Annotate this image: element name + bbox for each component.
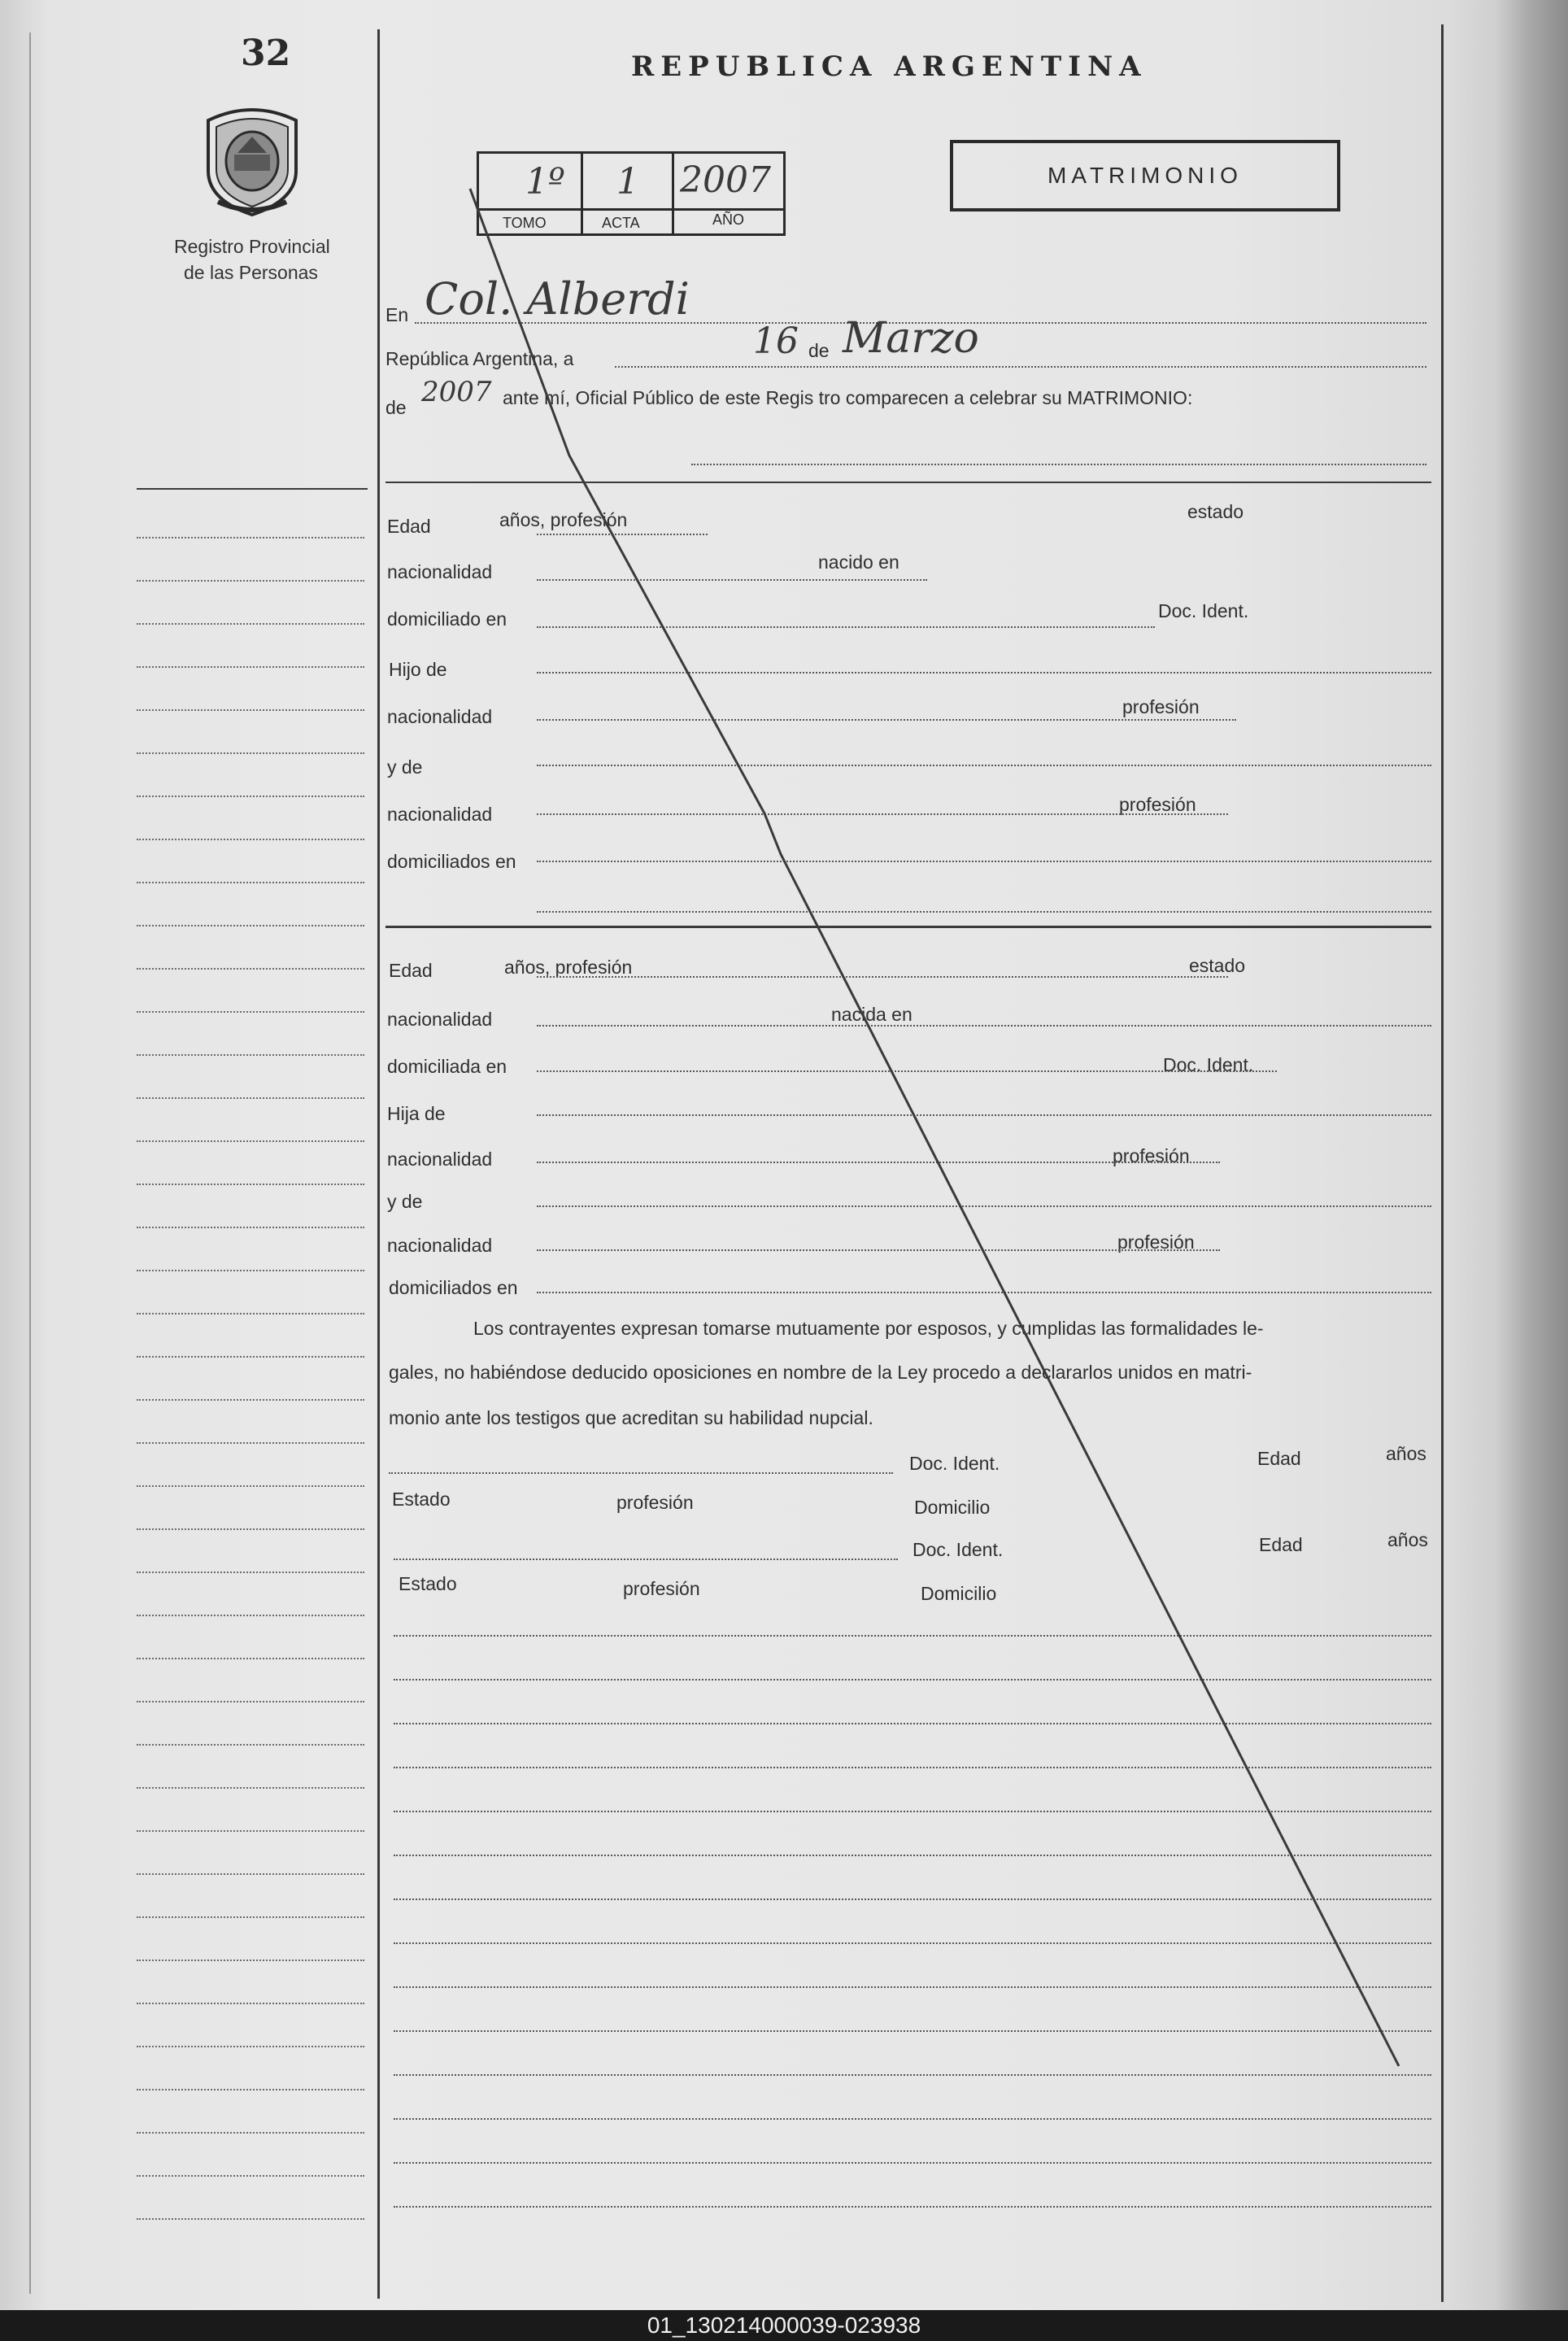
- witness1-estado-label: Estado: [392, 1489, 451, 1510]
- declaration-line1: Los contrayentes expresan tomarse mutuamente por esposos, y cumplidas las formalidades le-: [473, 1318, 1264, 1339]
- declaration-line3: monio ante los testigos que acreditan su habilidad nupcial.: [389, 1407, 873, 1428]
- witness2-anos-label: años: [1387, 1529, 1428, 1550]
- page-number: 32: [241, 33, 291, 74]
- place-value: Col. Alberdi: [425, 273, 690, 325]
- witness1-edad-label: Edad: [1257, 1448, 1301, 1469]
- bride-profesion-label: años, profesión: [504, 957, 633, 978]
- intro-statement: ante mí, Oficial Público de este Regis tro comparecen a celebrar su MATRIMONIO:: [503, 387, 1193, 408]
- witness1-domicilio-label: Domicilio: [914, 1497, 991, 1518]
- acta-value: 1: [616, 161, 639, 203]
- bride-nacionalidad2-label: nacionalidad: [387, 1149, 493, 1170]
- groom-nacionalidad3-label: nacionalidad: [387, 804, 493, 825]
- de2-label: de: [385, 397, 407, 418]
- acta-label: ACTA: [602, 215, 640, 231]
- groom-profesion3-label: profesión: [1119, 794, 1196, 815]
- bride-nacionalidad3-label: nacionalidad: [387, 1235, 493, 1256]
- country-title: REPUBLICA ARGENTINA: [631, 50, 1148, 83]
- bride-estado-label: estado: [1189, 955, 1246, 976]
- groom-nacionalidad2-label: nacionalidad: [387, 706, 493, 727]
- tomo-label: TOMO: [503, 215, 547, 231]
- groom-estado-label: estado: [1187, 501, 1244, 522]
- witness1-doc-label: Doc. Ident.: [909, 1453, 1000, 1474]
- groom-profesion2-label: profesión: [1122, 696, 1200, 717]
- ano-value: 2007: [680, 159, 771, 201]
- en-label: En: [385, 304, 409, 325]
- bride-hija-label: Hija de: [387, 1103, 446, 1124]
- groom-profesion-label: años, profesión: [499, 509, 628, 530]
- bride-edad-label: Edad: [389, 960, 433, 981]
- registry-name-line1: Registro Provincial: [174, 236, 330, 257]
- witness2-estado-label: Estado: [399, 1573, 457, 1594]
- bride-nacionalidad-label: nacionalidad: [387, 1009, 493, 1030]
- groom-doc-label: Doc. Ident.: [1158, 600, 1249, 621]
- bride-profesion3-label: profesión: [1117, 1232, 1195, 1253]
- groom-nacionalidad-label: nacionalidad: [387, 561, 493, 582]
- witness2-doc-label: Doc. Ident.: [912, 1539, 1004, 1560]
- tomo-value: 1º: [525, 161, 565, 203]
- de-label: de: [808, 340, 830, 361]
- registry-name-line2: de las Personas: [184, 262, 318, 283]
- bride-nacida-label: nacida en: [831, 1004, 912, 1025]
- bride-domiciliados-label: domiciliados en: [389, 1277, 518, 1298]
- witness2-profesion-label: profesión: [623, 1578, 700, 1599]
- act-type-box: MATRIMONIO: [950, 140, 1340, 211]
- groom-edad-label: Edad: [387, 516, 431, 537]
- groom-hijo-label: Hijo de: [389, 659, 447, 680]
- groom-yde-label: y de: [387, 756, 423, 778]
- witness1-anos-label: años: [1386, 1443, 1426, 1464]
- bride-profesion2-label: profesión: [1113, 1145, 1190, 1166]
- witness2-domicilio-label: Domicilio: [921, 1583, 997, 1604]
- year-value: 2007: [421, 376, 492, 408]
- bride-yde-label: y de: [387, 1191, 423, 1212]
- groom-nacido-label: nacido en: [818, 551, 899, 573]
- image-identifier: 01_130214000039-023938: [0, 2310, 1568, 2341]
- declaration-line2: gales, no habiéndose deducido oposiciones en nombre de la Ley procedo a declararlos unidos en matri-: [389, 1362, 1252, 1383]
- republica-label: República Argentina, a: [385, 348, 574, 369]
- ano-label: AÑO: [712, 211, 745, 228]
- groom-domiciliados-label: domiciliados en: [387, 851, 516, 872]
- witness2-edad-label: Edad: [1259, 1534, 1303, 1555]
- bride-domiciliada-label: domiciliada en: [387, 1056, 507, 1077]
- groom-domiciliado-label: domiciliado en: [387, 608, 507, 630]
- month-value: Marzo: [843, 314, 979, 363]
- day-value: 16: [753, 320, 799, 362]
- bride-doc-label: Doc. Ident.: [1163, 1054, 1254, 1075]
- witness1-profesion-label: profesión: [616, 1492, 694, 1513]
